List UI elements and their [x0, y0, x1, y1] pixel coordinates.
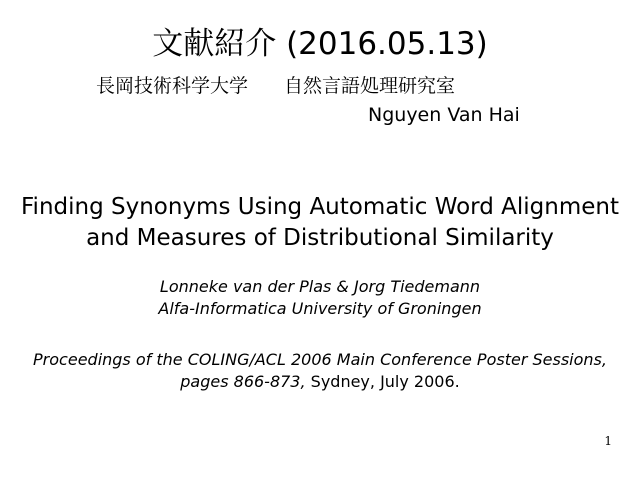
- presenter-affiliation: [96, 73, 455, 99]
- paper-authors: Lonneke van der Plas & Jorg Tiedemann: [159, 277, 481, 296]
- venue-details-line: [0, 371, 640, 393]
- lab-name: 自然言語処理研究室: [284, 75, 456, 97]
- paper-authors-block: [0, 276, 640, 320]
- slide-title: 文献紹介 (2016.05.13): [152, 26, 488, 62]
- paper-title-line-2: and Measures of Distributional Similarity: [86, 225, 554, 251]
- venue-place-date: Sydney, July 2006.: [305, 372, 460, 391]
- presenter-name: Nguyen Van Hai: [368, 104, 520, 126]
- paper-venue: [0, 349, 640, 393]
- venue-pages: pages 866-873,: [180, 372, 306, 391]
- paper-title-line-1: Finding Synonyms Using Automatic Word Alignment: [21, 194, 619, 220]
- paper-affiliation: Alfa-Informatica University of Groningen: [158, 299, 482, 318]
- venue-proceedings: Proceedings of the COLING/ACL 2006 Main Conference Poster Sessions,: [33, 350, 607, 369]
- paper-title: [0, 192, 640, 254]
- page-number: 1: [604, 434, 612, 448]
- university-name: 長岡技術科学大学: [96, 75, 249, 97]
